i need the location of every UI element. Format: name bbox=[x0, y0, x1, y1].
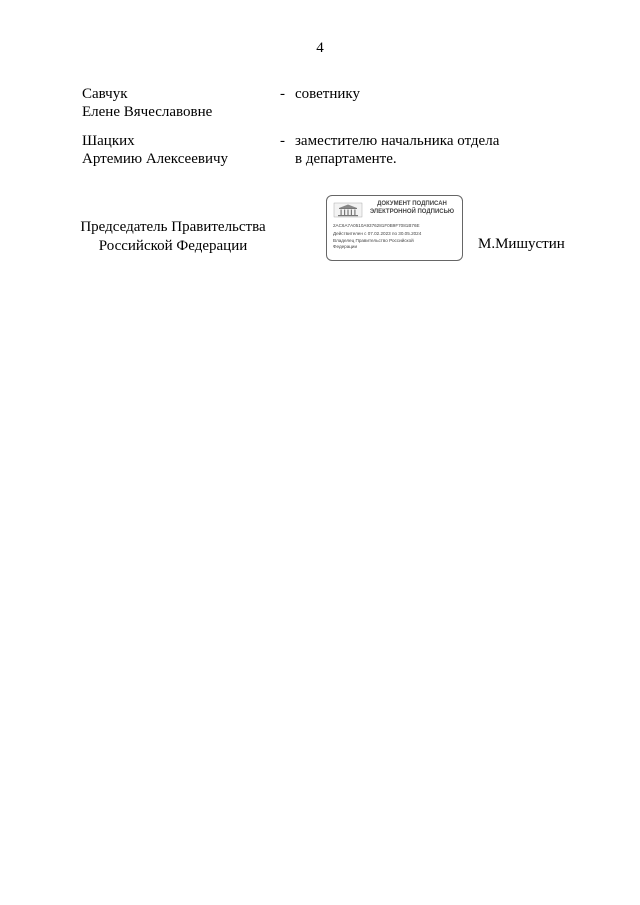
signer-title bbox=[78, 218, 268, 256]
person-given-names: Елене Вячеславовне bbox=[82, 104, 213, 120]
signer-title-line: Председатель Правительства bbox=[80, 219, 266, 235]
role-line: заместителю начальника отдела bbox=[295, 133, 500, 149]
person-name bbox=[82, 85, 272, 121]
person-surname: Савчук bbox=[82, 86, 128, 102]
person-role bbox=[295, 132, 555, 168]
stamp-validity: Действителен с 07.02.2023 по 30.05.2024 bbox=[333, 231, 422, 236]
stamp-owner: Владелец Правительство Российской bbox=[333, 238, 414, 243]
person-surname: Шацких bbox=[82, 133, 135, 149]
separator-dash: - bbox=[280, 86, 285, 102]
stamp-certificate: 2AC6A7A0510A9376281F0B9F7081B76E bbox=[333, 223, 420, 228]
stamp-header-line: ДОКУМЕНТ ПОДПИСАН bbox=[377, 201, 447, 207]
person-role bbox=[295, 85, 555, 103]
stamp-owner: Федерации bbox=[333, 244, 358, 249]
separator-dash: - bbox=[280, 133, 285, 149]
stamp-header-line: ЭЛЕКТРОННОЙ ПОДПИСЬЮ bbox=[369, 208, 455, 215]
page-number: 4 bbox=[316, 40, 324, 56]
role-line: в департаменте. bbox=[295, 151, 397, 167]
government-building-emblem-icon bbox=[333, 202, 363, 218]
signer-title-line: Российской Федерации bbox=[98, 238, 248, 254]
person-name bbox=[82, 132, 272, 168]
signer-name: М.Мишустин bbox=[478, 236, 565, 252]
person-given-names: Артемию Алексеевичу bbox=[82, 151, 229, 167]
stamp-header bbox=[363, 201, 461, 216]
role-line: советнику bbox=[295, 86, 360, 102]
electronic-signature-stamp bbox=[326, 195, 463, 261]
